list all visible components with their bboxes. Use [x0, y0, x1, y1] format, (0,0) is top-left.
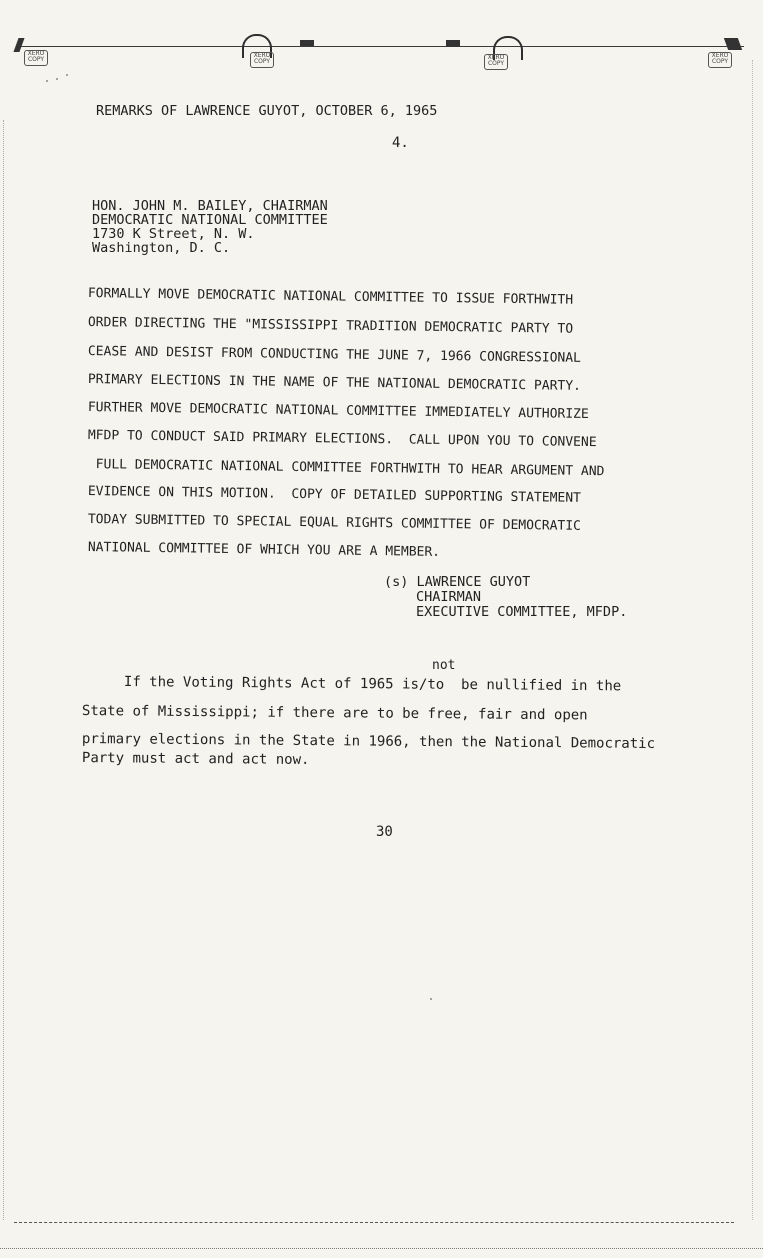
address-line: DEMOCRATIC NATIONAL COMMITTEE	[92, 212, 328, 228]
paragraph-line: Party must act and act now.	[81, 750, 310, 768]
item-number: 4.	[392, 135, 409, 151]
motion-line: NATIONAL COMMITTEE OF WHICH YOU ARE A MEMBER.	[87, 540, 441, 560]
scan-speck	[66, 74, 68, 76]
scan-mark	[300, 40, 314, 46]
paragraph-line: primary elections in the State in 1966, then the National Democratic	[81, 731, 656, 753]
paragraph-line: State of Mississippi; if there are to be free, fair and open	[81, 703, 588, 724]
scan-mark	[724, 38, 742, 50]
xerox-stamp: XERO COPY	[24, 50, 48, 66]
scan-speck	[46, 80, 48, 82]
motion-line: FURTHER MOVE DEMOCRATIC NATIONAL COMMITTEE IMMEDIATELY AUTHORIZE	[87, 400, 589, 422]
motion-line: TODAY SUBMITTED TO SPECIAL EQUAL RIGHTS COMMITTEE OF DEMOCRATIC	[87, 512, 582, 534]
motion-line: FORMALLY MOVE DEMOCRATIC NATIONAL COMMITTEE TO ISSUE FORTHWITH	[87, 286, 574, 308]
binder-line	[16, 46, 744, 47]
bottom-edge-line	[14, 1222, 734, 1223]
handwritten-insert: not	[432, 658, 456, 673]
address-line: Washington, D. C.	[92, 240, 231, 256]
address-line: 1730 K Street, N. W.	[92, 226, 255, 242]
scan-mark	[13, 38, 24, 52]
scan-speck	[430, 998, 432, 1000]
paragraph-line: If the Voting Rights Act of 1965 is/to be nullified in the	[123, 674, 622, 695]
scan-mark	[446, 40, 460, 47]
signature-name: (s) LAWRENCE GUYOT	[384, 574, 531, 590]
page-number: 30	[376, 824, 393, 840]
motion-line: MFDP TO CONDUCT SAID PRIMARY ELECTIONS. CALL UPON YOU TO CONVENE	[87, 428, 597, 451]
motion-line: FULL DEMOCRATIC NATIONAL COMMITTEE FORTHWITH TO HEAR ARGUMENT AND	[87, 457, 605, 480]
motion-line: EVIDENCE ON THIS MOTION. COPY OF DETAILED SUPPORTING STATEMENT	[87, 484, 582, 506]
page-right-edge	[752, 60, 753, 1220]
xerox-stamp: XERO COPY	[250, 52, 274, 68]
motion-line: CEASE AND DESIST FROM CONDUCTING THE JUNE 7, 1966 CONGRESSIONAL	[87, 344, 582, 366]
signature-title: CHAIRMAN	[416, 589, 482, 605]
motion-line: ORDER DIRECTING THE "MISSISSIPPI TRADITION DEMOCRATIC PARTY TO	[87, 315, 574, 337]
scan-speck	[56, 78, 58, 80]
xerox-stamp: XERO COPY	[484, 54, 508, 70]
signature-committee: EXECUTIVE COMMITTEE, MFDP.	[416, 604, 628, 620]
address-line: HON. JOHN M. BAILEY, CHAIRMAN	[92, 198, 328, 214]
page-left-edge	[3, 120, 4, 1220]
xerox-stamp: XERO COPY	[708, 52, 732, 68]
document-title: REMARKS OF LAWRENCE GUYOT, OCTOBER 6, 1965	[96, 103, 438, 119]
motion-line: PRIMARY ELECTIONS IN THE NAME OF THE NATIONAL DEMOCRATIC PARTY.	[87, 372, 582, 394]
bottom-edge-line	[0, 1248, 763, 1249]
